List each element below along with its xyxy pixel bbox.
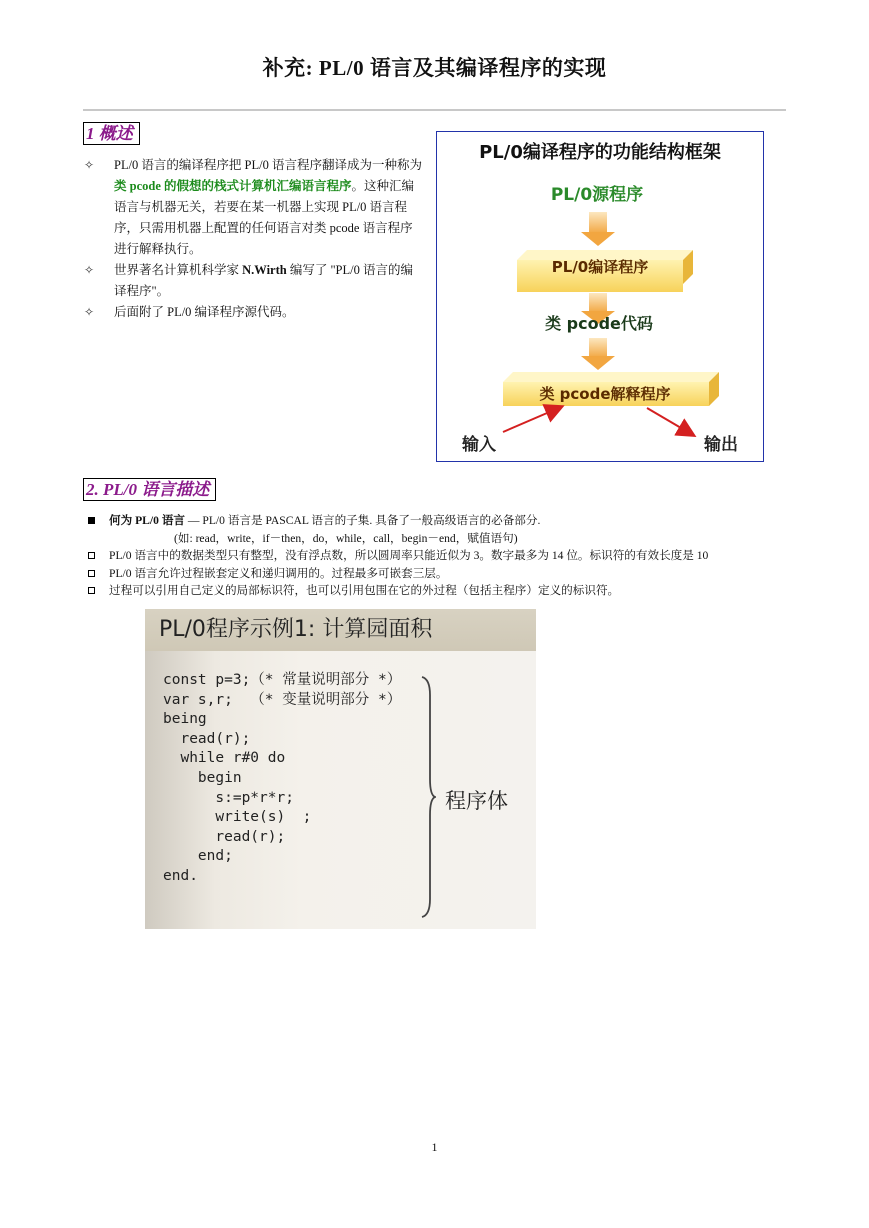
- code-line: s:=p*r*r;: [163, 789, 294, 806]
- list-item: PL/0 语言允许过程嵌套定义和递归调用的。过程最多可嵌套三层。: [83, 565, 803, 583]
- overview-item: ✧ 世界著名计算机科学家 N.Wirth 编写了 "PL/0 语言的编译程序"。: [83, 260, 425, 302]
- output-label: 输出: [704, 435, 738, 455]
- compiler-label: PL/0编译程序: [551, 258, 649, 276]
- code-line: end.: [163, 867, 198, 884]
- overview-list: [83, 155, 425, 323]
- down-arrow-icon: [581, 338, 615, 370]
- overview-item: ✧ 后面附了 PL/0 编译程序源代码。: [83, 302, 425, 323]
- code-line: read(r);: [163, 828, 286, 845]
- horizontal-rule: [83, 109, 786, 111]
- diagram-title: PL/0编译程序的功能结构框架: [479, 142, 721, 163]
- section-1-heading: 1 概述: [83, 122, 140, 145]
- hollow-square-bullet-icon: [88, 570, 95, 577]
- program-example-figure: [145, 609, 536, 929]
- input-arrow-icon: [503, 407, 561, 432]
- output-arrow-icon: [647, 408, 693, 435]
- filled-square-bullet-icon: [88, 517, 95, 524]
- code-line: read(r);: [163, 730, 251, 747]
- right-brace-icon: [420, 675, 436, 919]
- list-item: 过程可以引用自己定义的局部标识符，也可以引用包围在它的外过程（包括主程序）定义的标识符。: [83, 582, 803, 600]
- diamond-bullet-icon: ✧: [84, 263, 95, 277]
- code-line: write(s) ;: [163, 809, 312, 826]
- page-title: 补充: PL/0 语言及其编译程序的实现: [262, 56, 607, 80]
- hollow-square-bullet-icon: [88, 552, 95, 559]
- interpreter-label: 类 pcode解释程序: [539, 385, 671, 403]
- source-program-label: PL/0源程序: [550, 185, 644, 205]
- program-body-label: 程序体: [445, 789, 508, 813]
- code-block: [163, 671, 401, 887]
- input-label: 输入: [462, 435, 496, 455]
- code-line: const p=3;（* 常量说明部分 *）: [163, 672, 402, 688]
- examples-line: (如: read，write，if－then，do，while，call，begin－end，赋值语句): [174, 531, 518, 545]
- list-item: 何为 PL/0 语言 — PL/0 语言是 PASCAL 语言的子集. 具备了一般高级语言的必备部分.: [83, 512, 803, 530]
- code-line: var s,r; （* 变量说明部分 *）: [163, 691, 402, 708]
- section-2-heading: 2. PL/0 语言描述: [83, 478, 216, 501]
- overview-item: ✧ PL/0 语言的编译程序把 PL/0 语言程序翻译成为一种称为 类 pcode 的假想的栈式计算机汇编语言程序。这种汇编语言与机器无关，若要在某一机器上实现 PL/0 语言程序，只需用机器上配置的任何语言对类 pcode 语言程序进行解释执行。: [83, 155, 425, 260]
- list-item: PL/0 语言中的数据类型只有整型，没有浮点数，所以圆周率只能近似为 3。数字最多为 14 位。标识符的有效长度是 10: [83, 547, 803, 565]
- definition-term: 何为 PL/0 语言: [109, 514, 186, 527]
- code-line: end;: [163, 848, 233, 865]
- diamond-bullet-icon: ✧: [84, 305, 95, 319]
- hollow-square-bullet-icon: [88, 587, 95, 594]
- code-line: being: [163, 711, 207, 728]
- code-line: while r#0 do: [163, 750, 286, 767]
- example-title: PL/0程序示例1: 计算园面积: [159, 617, 433, 642]
- pcode-label: 类 pcode代码: [545, 314, 653, 333]
- author-name: N.Wirth: [242, 263, 287, 277]
- down-arrow-icon: [581, 212, 615, 246]
- compiler-structure-diagram: [436, 131, 764, 462]
- diamond-bullet-icon: ✧: [84, 158, 95, 172]
- page-number: 1: [431, 1140, 438, 1154]
- language-description: [83, 512, 803, 600]
- pcode-highlight: 类 pcode 的假想的栈式计算机汇编语言程序: [114, 179, 352, 193]
- code-line: begin: [163, 769, 242, 786]
